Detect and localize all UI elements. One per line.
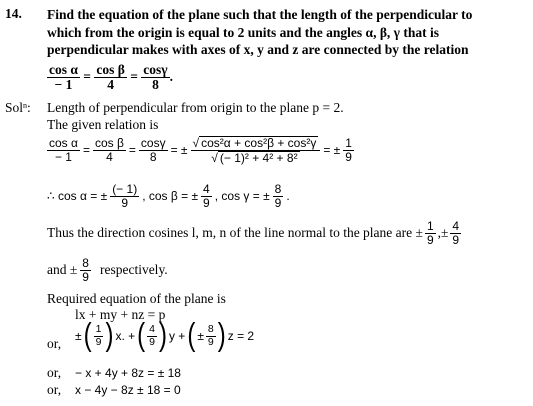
final-equation: x − 4y − 8z ± 18 = 0 bbox=[75, 383, 181, 397]
or-label: or, bbox=[47, 336, 62, 351]
question-line: perpendicular makes with axes of x, y and z are connected by the relation bbox=[47, 42, 469, 57]
question-line: Find the equation of the plane such that the length of the perpendicular to bbox=[47, 7, 473, 22]
fraction: $\frac{\text{cos α}}{- 1}$ bbox=[49, 136, 78, 164]
fraction: $\frac{1}{9}$ bbox=[95, 323, 102, 348]
fraction: $\frac{\text{cos β}}{4}$ bbox=[94, 136, 124, 164]
solution-line-1: Length of perpendicular from origin to the plane p = 2. bbox=[47, 100, 344, 115]
fraction: $\frac{4}{9}$ bbox=[452, 219, 460, 247]
radical-fraction: $\frac{\text{√ cos²α + cos²β + cos²γ}}{\text{√ (− 1)² + 4² + 8²}}$ bbox=[191, 136, 321, 164]
or-label: or, bbox=[47, 382, 62, 397]
required-equation-heading: Required equation of the plane is bbox=[47, 291, 226, 306]
direction-cosines-values: ∴ cos α = ± $\frac{(- 1)}{9}$ , cos β = ± $\frac{4}{9}$ , cos γ = ± $\frac{8}{9}$ . bbox=[47, 182, 290, 210]
or-label: or, bbox=[47, 365, 62, 380]
general-plane-equation: lx + my + nz = p bbox=[75, 307, 166, 322]
and-respectively-line: and ± $\frac{8}{9}$ respectively. bbox=[47, 256, 168, 284]
fraction: $\frac{8}{9}$ bbox=[82, 256, 89, 284]
fraction: $\frac{\cos\gamma}{8}$ bbox=[140, 136, 166, 164]
question-line: which from the origin is equal to 2 units and the angles α, β, γ that is bbox=[47, 24, 440, 40]
fraction: $\frac{(- 1)}{9}$ bbox=[112, 182, 138, 210]
fraction: $\frac{4}{9}$ bbox=[149, 323, 155, 348]
question-text bbox=[47, 6, 472, 59]
direction-cosines-sentence: Thus the direction cosines l, m, n of the line normal to the plane are ± $\frac{1}{9}$ ,± $\frac{4}{9}$ bbox=[47, 219, 460, 247]
fraction: $\frac{\text{cos α}}{- 1}$ bbox=[49, 62, 78, 93]
fraction: $\frac{4}{9}$ bbox=[203, 182, 210, 210]
fraction: $\frac{8}{9}$ bbox=[274, 182, 282, 210]
simplified-equation: − x + 4y + 8z = ± 18 bbox=[75, 366, 181, 380]
fraction: $\frac{1}{9}$ bbox=[345, 136, 352, 164]
solution-label: Sol$^n$: bbox=[5, 100, 31, 115]
fraction: $\frac{8}{9}$ bbox=[207, 323, 214, 348]
substituted-equation: ± ( $\frac{1}{9}$ ) x. + ( $\frac{4}{9}$ ) y + ( ± $\frac{8}{9}$ ) z = 2 bbox=[75, 317, 255, 354]
fraction: $\frac{1}{9}$ bbox=[426, 219, 434, 247]
question-relation: $\frac{\text{cos α}}{- 1}$ = $\frac{\text{cos β}}{4}$ = $\frac{\cos\gamma}{8}$ . bbox=[49, 62, 173, 93]
solution-line-2: The given relation is bbox=[47, 117, 159, 132]
fraction: $\frac{\text{cos β}}{4}$ bbox=[96, 62, 125, 93]
relation-equation: $\frac{\text{cos α}}{- 1}$ = $\frac{\text{cos β}}{4}$ = $\frac{\cos\gamma}{8}$ = ± $\frac{\text{√ cos²α + cos²β + cos²γ}}{\text{√ (− 1)² + 4² + 8²}}$ = ± $\frac{1}{9}$ bbox=[49, 136, 352, 165]
question-number: 14. bbox=[5, 6, 22, 21]
fraction: $\frac{\cos\gamma}{8}$ bbox=[143, 62, 168, 93]
